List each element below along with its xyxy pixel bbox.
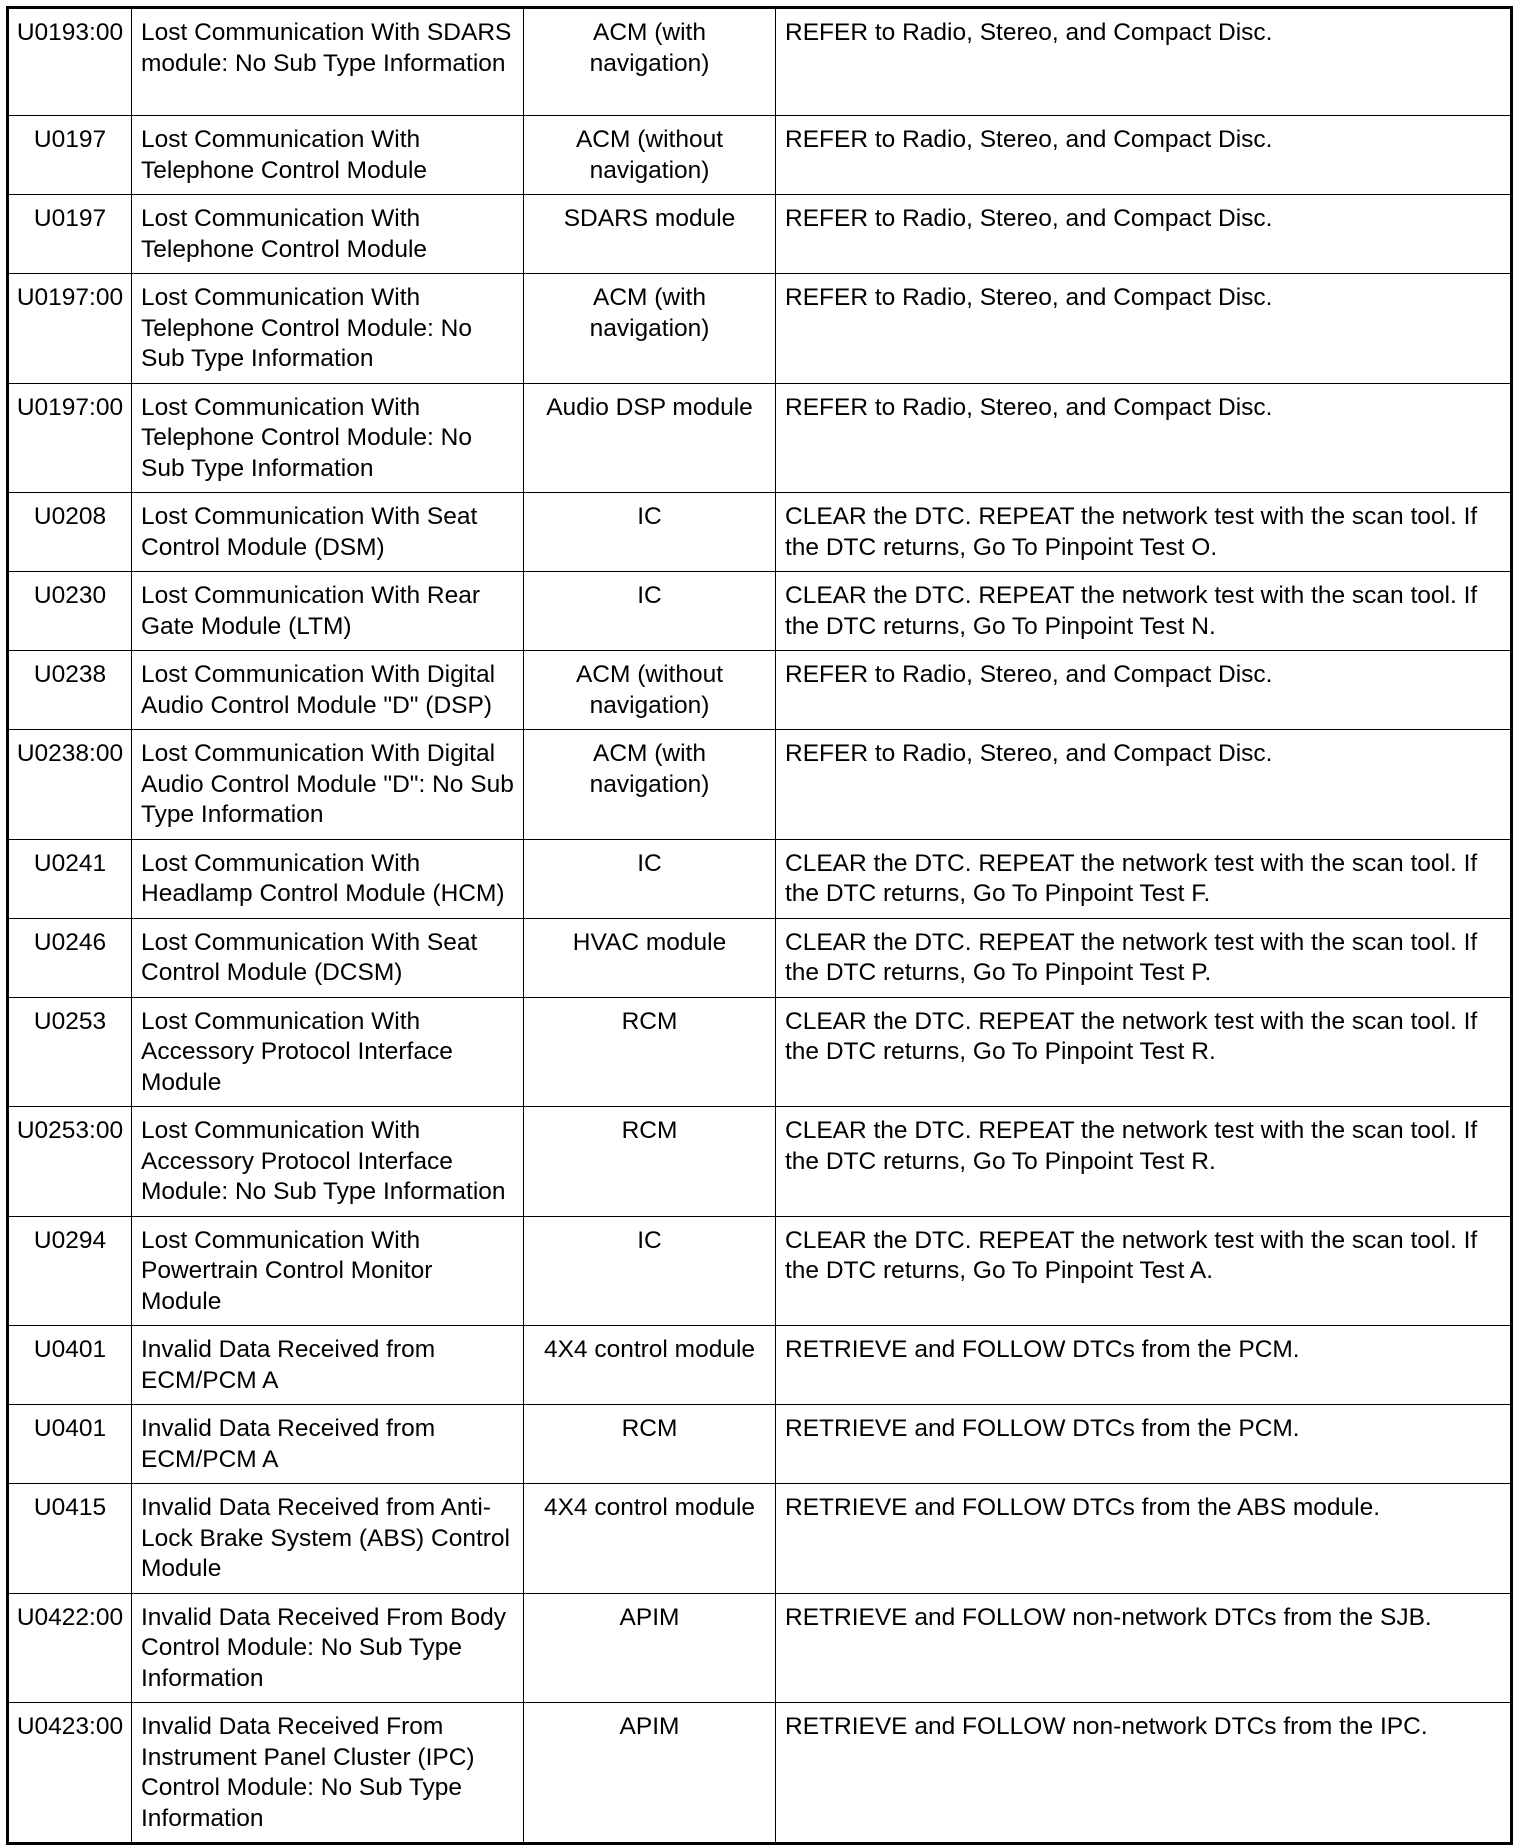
- dtc-code-cell: U0401: [8, 1326, 132, 1405]
- dtc-code-cell: U0401: [8, 1405, 132, 1484]
- module-cell: IC: [524, 1216, 776, 1326]
- dtc-code-cell: U0197:00: [8, 383, 132, 493]
- description-cell: Lost Communication With Accessory Protocol Interface Module: No Sub Type Information: [132, 1107, 524, 1217]
- action-cell: REFER to Radio, Stereo, and Compact Disc.: [776, 116, 1512, 195]
- table-row: [8, 1593, 1512, 1703]
- dtc-code-cell: U0197:00: [8, 274, 132, 384]
- module-cell: Audio DSP module: [524, 383, 776, 493]
- description-cell: Lost Communication With Telephone Control Module: No Sub Type Information: [132, 274, 524, 384]
- description-cell: Invalid Data Received from ECM/PCM A: [132, 1326, 524, 1405]
- dtc-table: [6, 6, 1513, 1845]
- description-cell: Invalid Data Received From Instrument Panel Cluster (IPC) Control Module: No Sub Type Information: [132, 1703, 524, 1844]
- table-row: [8, 493, 1512, 572]
- dtc-code-cell: U0238:00: [8, 730, 132, 840]
- table-row: [8, 8, 1512, 116]
- description-cell: Lost Communication With SDARS module: No Sub Type Information: [132, 8, 524, 116]
- module-cell: 4X4 control module: [524, 1484, 776, 1594]
- dtc-code-cell: U0193:00: [8, 8, 132, 116]
- action-cell: RETRIEVE and FOLLOW non-network DTCs from the SJB.: [776, 1593, 1512, 1703]
- table-row: [8, 572, 1512, 651]
- table-row: [8, 1484, 1512, 1594]
- description-cell: Invalid Data Received from Anti-Lock Brake System (ABS) Control Module: [132, 1484, 524, 1594]
- dtc-code-cell: U0197: [8, 195, 132, 274]
- table-row: [8, 839, 1512, 918]
- description-cell: Invalid Data Received From Body Control Module: No Sub Type Information: [132, 1593, 524, 1703]
- module-cell: APIM: [524, 1703, 776, 1844]
- module-cell: HVAC module: [524, 918, 776, 997]
- action-cell: RETRIEVE and FOLLOW non-network DTCs from the IPC.: [776, 1703, 1512, 1844]
- module-cell: RCM: [524, 1107, 776, 1217]
- description-cell: Lost Communication With Digital Audio Control Module "D": No Sub Type Information: [132, 730, 524, 840]
- module-cell: RCM: [524, 1405, 776, 1484]
- module-cell: ACM (with navigation): [524, 274, 776, 384]
- action-cell: REFER to Radio, Stereo, and Compact Disc.: [776, 274, 1512, 384]
- action-cell: RETRIEVE and FOLLOW DTCs from the PCM.: [776, 1405, 1512, 1484]
- module-cell: ACM (with navigation): [524, 8, 776, 116]
- dtc-code-cell: U0253:00: [8, 1107, 132, 1217]
- action-cell: CLEAR the DTC. REPEAT the network test with the scan tool. If the DTC returns, Go To Pinpoint Test N.: [776, 572, 1512, 651]
- action-cell: REFER to Radio, Stereo, and Compact Disc.: [776, 651, 1512, 730]
- action-cell: CLEAR the DTC. REPEAT the network test with the scan tool. If the DTC returns, Go To Pinpoint Test A.: [776, 1216, 1512, 1326]
- action-cell: REFER to Radio, Stereo, and Compact Disc.: [776, 730, 1512, 840]
- description-cell: Invalid Data Received from ECM/PCM A: [132, 1405, 524, 1484]
- action-cell: CLEAR the DTC. REPEAT the network test with the scan tool. If the DTC returns, Go To Pinpoint Test R.: [776, 997, 1512, 1107]
- dtc-code-cell: U0246: [8, 918, 132, 997]
- action-cell: CLEAR the DTC. REPEAT the network test with the scan tool. If the DTC returns, Go To Pinpoint Test F.: [776, 839, 1512, 918]
- action-cell: CLEAR the DTC. REPEAT the network test with the scan tool. If the DTC returns, Go To Pinpoint Test O.: [776, 493, 1512, 572]
- description-cell: Lost Communication With Telephone Control Module: [132, 195, 524, 274]
- dtc-code-cell: U0422:00: [8, 1593, 132, 1703]
- module-cell: ACM (without navigation): [524, 651, 776, 730]
- dtc-table-body: [8, 8, 1512, 1844]
- description-cell: Lost Communication With Accessory Protocol Interface Module: [132, 997, 524, 1107]
- table-row: [8, 1216, 1512, 1326]
- description-cell: Lost Communication With Seat Control Module (DCSM): [132, 918, 524, 997]
- description-cell: Lost Communication With Powertrain Control Monitor Module: [132, 1216, 524, 1326]
- table-row: [8, 730, 1512, 840]
- description-cell: Lost Communication With Telephone Control Module: No Sub Type Information: [132, 383, 524, 493]
- table-row: [8, 1703, 1512, 1844]
- table-row: [8, 116, 1512, 195]
- dtc-code-cell: U0294: [8, 1216, 132, 1326]
- dtc-code-cell: U0253: [8, 997, 132, 1107]
- action-cell: REFER to Radio, Stereo, and Compact Disc.: [776, 8, 1512, 116]
- description-cell: Lost Communication With Headlamp Control Module (HCM): [132, 839, 524, 918]
- table-row: [8, 1326, 1512, 1405]
- table-row: [8, 274, 1512, 384]
- action-cell: RETRIEVE and FOLLOW DTCs from the PCM.: [776, 1326, 1512, 1405]
- module-cell: IC: [524, 493, 776, 572]
- module-cell: IC: [524, 572, 776, 651]
- module-cell: RCM: [524, 997, 776, 1107]
- description-cell: Lost Communication With Seat Control Module (DSM): [132, 493, 524, 572]
- action-cell: REFER to Radio, Stereo, and Compact Disc.: [776, 195, 1512, 274]
- dtc-code-cell: U0423:00: [8, 1703, 132, 1844]
- table-row: [8, 918, 1512, 997]
- action-cell: REFER to Radio, Stereo, and Compact Disc.: [776, 383, 1512, 493]
- module-cell: IC: [524, 839, 776, 918]
- dtc-code-cell: U0230: [8, 572, 132, 651]
- dtc-code-cell: U0241: [8, 839, 132, 918]
- dtc-code-cell: U0208: [8, 493, 132, 572]
- module-cell: 4X4 control module: [524, 1326, 776, 1405]
- module-cell: APIM: [524, 1593, 776, 1703]
- description-cell: Lost Communication With Telephone Control Module: [132, 116, 524, 195]
- dtc-code-cell: U0415: [8, 1484, 132, 1594]
- dtc-code-cell: U0197: [8, 116, 132, 195]
- table-row: [8, 1107, 1512, 1217]
- table-row: [8, 1405, 1512, 1484]
- table-row: [8, 383, 1512, 493]
- action-cell: RETRIEVE and FOLLOW DTCs from the ABS module.: [776, 1484, 1512, 1594]
- dtc-code-cell: U0238: [8, 651, 132, 730]
- table-row: [8, 195, 1512, 274]
- module-cell: ACM (with navigation): [524, 730, 776, 840]
- module-cell: SDARS module: [524, 195, 776, 274]
- action-cell: CLEAR the DTC. REPEAT the network test with the scan tool. If the DTC returns, Go To Pinpoint Test R.: [776, 1107, 1512, 1217]
- description-cell: Lost Communication With Digital Audio Control Module "D" (DSP): [132, 651, 524, 730]
- table-row: [8, 651, 1512, 730]
- module-cell: ACM (without navigation): [524, 116, 776, 195]
- description-cell: Lost Communication With Rear Gate Module (LTM): [132, 572, 524, 651]
- table-row: [8, 997, 1512, 1107]
- action-cell: CLEAR the DTC. REPEAT the network test with the scan tool. If the DTC returns, Go To Pinpoint Test P.: [776, 918, 1512, 997]
